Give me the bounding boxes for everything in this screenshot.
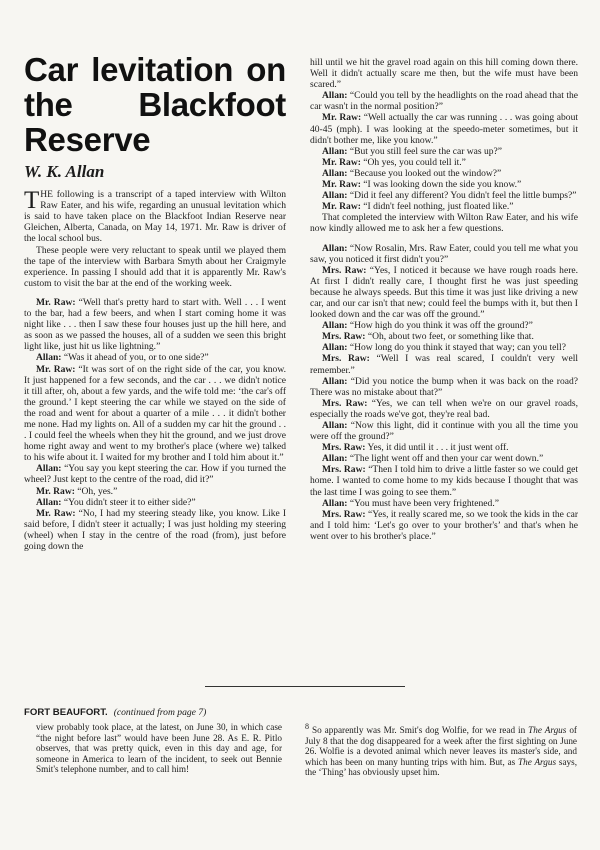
dialogue-text: “How long do you think it stayed that way; can you tell? (347, 342, 566, 354)
speaker-label: Allan: (322, 342, 348, 354)
intro-text: HE following is a transcript of a taped interview with Wilton Raw Eater, and his wife, regarding an unusual levitation which is said to have taken place on the Blackfoot Indian Reserve near Gleichen, Alberta, Canada, on May 14, 1971. Mr. Raw is driver of the local school bus. (24, 189, 286, 245)
dialogue-line (24, 463, 286, 485)
speaker-label: Allan: (322, 497, 348, 509)
dialogue-text: “You say you kept steering the car. How if you turned the wheel? Just kept to the centre of the road, did it?” (24, 463, 286, 486)
speaker-label: Allan: (36, 352, 62, 364)
footer-right-text: 8 So apparently was Mr. Smit's dog Wolfie, for we read in The Argus of July 8 that the dog disappeared for a week after the first sighting on June 26. Wolfie is a devoted animal which never leaves its master's side, and which has been on many hunting trips with him. But, as The Argus says, the ‘Thing’ has obviously upset him. (305, 722, 577, 778)
dialogue-text: “You must have been very frightened.” (347, 497, 499, 509)
dialogue-text: “The light went off and then your car went down.” (347, 453, 544, 465)
speaker-label: Mr. Raw: (322, 112, 362, 124)
dialogue-line (310, 90, 578, 112)
speaker-label: Allan: (322, 453, 348, 465)
speaker-label: Mr. Raw: (36, 363, 76, 375)
dialogue-text: “Oh yes, you could tell it.” (360, 156, 466, 168)
dialogue-text: “It was sort of on the right side of the car, you know. It just happened for a few seconds, and the car . . . we didn't notice it till after, oh, about a few yards, and the wife told me: ‘the car's off the ground.’ I kept steering the car while we stayed on the side of the road and went for about a quarter of a mile . . . it didn't bother me none. Had my lights on. All of a sudden my car hit the ground . . . I could feel the wheels when they hit the ground, and we just drove home right away and went to my brother's place (where we) talked to his wife about it. I waited for my brother and I told him about it.” (24, 363, 286, 464)
footnote-mark: 8 (305, 722, 309, 731)
speaker-label: Mrs. Raw: (322, 442, 366, 454)
dialogue-text: “Well actually the car was running . . . was going about 40-45 (mph). I was looking at the speedo-meter sometimes, but it didn't bother me, like you know.” (310, 112, 578, 146)
continuation-text: hill until we hit the gravel road again on this hill coming down there. Well it didn't actually scare me then, but the wife must have been scared.” (310, 57, 578, 91)
dialogue-text: Yes, it did until it . . . it just went off. (365, 442, 509, 454)
dialogue-line (310, 320, 578, 331)
dialogue-text: “Yes, it really scared me, so we took the kids in the car and I told him: ‘Let's go over to your brother's’ and that's when he went over to his brother's place.” (310, 508, 578, 542)
dialogue-text: “I didn't feel nothing, just floated like.” (360, 201, 514, 213)
dialogue-line (310, 420, 578, 442)
dialogue-text: “Oh, yes.” (74, 485, 118, 497)
dialogue-line (24, 486, 286, 497)
dialogue-text: “But you still feel sure the car was up?” (347, 145, 503, 157)
dialogue-line (310, 168, 578, 179)
dialogue-line (310, 453, 578, 464)
dialogue-line (24, 297, 286, 352)
speaker-label: Allan: (322, 145, 348, 157)
dialogue-line (310, 112, 578, 145)
dialogue-text: “Was it ahead of you, or to one side?” (61, 352, 209, 364)
intro-paragraph-2: These people were very reluctant to speak until we played them the tape of the interview with Barbara Smyth about her Craigmyle experience. In passing I should add that it is apparently Mr. Raw's custom to visit the bar at the end of the working week. (24, 244, 286, 289)
dialogue-line (310, 353, 578, 375)
dialogue-line (310, 265, 578, 320)
section-divider (205, 686, 405, 687)
speaker-label: Mr. Raw: (322, 179, 361, 191)
article-left-column (24, 52, 286, 552)
speaker-label: Mrs. Raw: (322, 264, 367, 276)
dialogue-text: “Well that's pretty hard to start with. Well . . . I went to the bar, had a few beers, and when I start coming home it was night like . . . then I saw these four houses just up the hill here, and as soon as we passed the houses, all of a sudden we seen this bright light like, just hit us like lightning.” (24, 296, 286, 353)
continued-note: (continued from page 7) (113, 707, 207, 718)
speaker-label: Mr. Raw: (322, 156, 361, 168)
dialogue-text: “Now this light, did it continue with you all the time you were off the ground?” (310, 420, 578, 443)
dialogue-line (310, 243, 578, 265)
speaker-label: Allan: (322, 242, 348, 254)
dialogue-text: “Then I told him to drive a little faster so we could get home. I wanted to come home to my kids because I thought that was the last time I was going to see them.” (310, 464, 578, 498)
dialogue-line (24, 364, 286, 464)
drop-cap: T (24, 187, 40, 215)
speaker-label: Allan: (322, 420, 348, 431)
dialogue-text: “Well I was real scared, I couldn't very well remember.” (310, 353, 578, 376)
dialogue-text: “Did it feel any different? You didn't feel the little bumps?” (347, 190, 577, 202)
dialogue-text: “Could you tell by the headlights on the road ahead that the car wasn't in the normal position?” (310, 90, 578, 113)
dialogue-text: “Yes, we can tell when we're on our gravel roads, especially the roads we've got, they're real bad. (310, 397, 578, 420)
speaker-label: Allan: (36, 496, 62, 508)
speaker-label: Allan: (322, 320, 348, 332)
right-dialogue-1 (310, 90, 578, 212)
dialogue-line (310, 442, 578, 453)
dialogue-text: “I was looking down the side you know.” (360, 179, 522, 191)
dialogue-line (310, 498, 578, 509)
dialogue-text: “Did you notice the bump when it was back on the road? There was no mistake about that?” (310, 375, 578, 398)
dialogue-text: “Because you looked out the window?” (347, 167, 502, 179)
dialogue-line (24, 508, 286, 552)
speaker-label: Mr. Raw: (322, 201, 361, 213)
dialogue-line (24, 497, 286, 508)
article-title: Car levitation on the Blackfoot Reserve (24, 51, 286, 158)
dialogue-text: “Now Rosalin, Mrs. Raw Eater, could you tell me what you saw, you noticed it first didn't you?” (310, 242, 578, 265)
dialogue-line (310, 190, 578, 201)
speaker-label: Mr. Raw: (36, 507, 76, 519)
dialogue-line (24, 352, 286, 363)
left-dialogue (24, 297, 286, 552)
dialogue-line (310, 464, 578, 497)
footer-title: FORT BEAUFORT. (24, 707, 108, 718)
dialogue-text: “Oh, about two feet, or something like that. (365, 331, 534, 343)
speaker-label: Mrs. Raw: (322, 353, 370, 365)
dialogue-text: “You didn't steer it to either side?” (61, 496, 196, 508)
dialogue-line (310, 509, 578, 542)
footer-heading (24, 708, 424, 719)
dialogue-line (310, 157, 578, 168)
speaker-label: Allan: (322, 90, 348, 102)
article-right-column (310, 57, 578, 542)
dialogue-text: “Yes, I noticed it because we have rough roads here. At first I didn't really care, I thought first he was just speeding because he always speeds. But this time it was just like driving a new car, and our car isn't that new; could feel the bumps with it, but then I looked down and the car was off the ground.” (310, 264, 578, 321)
speaker-label: Allan: (322, 167, 348, 179)
footer-left-text: view probably took place, at the latest, on June 30, in which case “the night before last” would have been June 28. As E. R. Pitlo observes, that was pretty quick, even in this day and age, for someone in America to learn of the incident, to seek out Bennie Smit's telephone number, and to call him! (36, 722, 282, 775)
intro-paragraph (24, 189, 286, 244)
article-author: W. K. Allan (24, 162, 105, 181)
speaker-label: Allan: (322, 375, 348, 387)
dialogue-line (310, 179, 578, 190)
dialogue-line (310, 201, 578, 212)
speaker-label: Mr. Raw: (36, 296, 76, 308)
speaker-label: Mr. Raw: (36, 485, 75, 497)
right-dialogue-2 (310, 243, 578, 543)
speaker-label: Mrs. Raw: (322, 464, 366, 476)
speaker-label: Mrs. Raw: (322, 508, 366, 520)
speaker-label: Mrs. Raw: (322, 331, 366, 343)
dialogue-line (310, 342, 578, 353)
speaker-label: Allan: (36, 463, 62, 475)
bridge-paragraph: That completed the interview with Wilton Raw Eater, and his wife now kindly allowed me to ask her a few questions. (310, 212, 578, 235)
dialogue-line (310, 398, 578, 420)
dialogue-text: “How high do you think it was off the ground?” (347, 320, 533, 332)
speaker-label: Mrs. Raw: (322, 397, 368, 409)
dialogue-line (310, 376, 578, 398)
dialogue-line (310, 146, 578, 157)
dialogue-text: “No, I had my steering steady like, you know. Like I said before, I didn't steer it actually; I was just holding my steering (wheel) when I stay in the centre of the road (from), just before going down the (24, 507, 286, 552)
speaker-label: Allan: (322, 190, 348, 202)
dialogue-line (310, 331, 578, 342)
